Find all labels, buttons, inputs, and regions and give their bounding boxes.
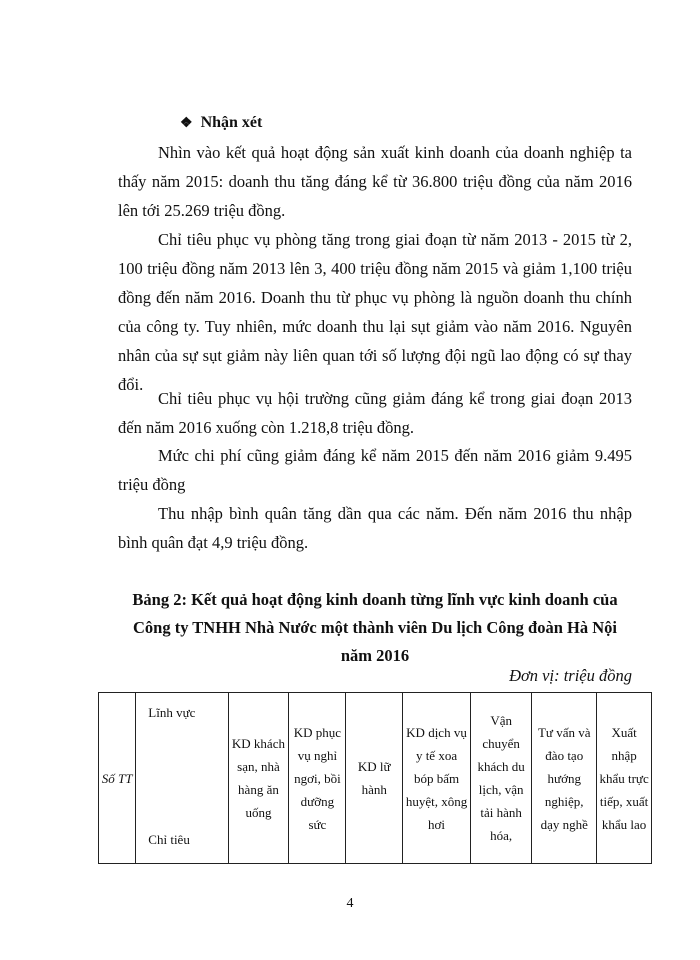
- unit-label: Đơn vị: triệu đồng: [509, 666, 632, 685]
- header-col-hotel-restaurant: KD khách sạn, nhà hàng ăn uống: [228, 693, 289, 864]
- header-col-import-export: Xuất nhập khẩu trực tiếp, xuất khẩu lao: [597, 693, 652, 864]
- section-heading: [180, 114, 262, 132]
- diamond-bullet-icon: ❖: [180, 116, 193, 131]
- header-col-health-massage: KD dịch vụ y tế xoa bóp bấm huyệt, xông hơi: [402, 693, 470, 864]
- header-chi-tieu: Chỉ tiêu: [148, 832, 190, 847]
- caption-line-2: Công ty TNHH Nhà Nước một thành viên Du lịch Công đoàn Hà Nội: [132, 618, 617, 637]
- paragraph-1: Nhìn vào kết quả hoạt động sản xuất kinh doanh của doanh nghiệp ta thấy năm 2015: doanh thu tăng đáng kể từ 36.800 triệu đồng của năm 2016 lên tới 25.269 triệu đồng.: [118, 143, 632, 220]
- section-heading-text: Nhận xét: [200, 114, 263, 131]
- paragraph-4: Mức chi phí cũng giảm đáng kể năm 2015 đến năm 2016 giảm 9.495 triệu đồng: [118, 446, 632, 494]
- table-header-row: [99, 693, 652, 864]
- caption-line-1: Bảng 2: Kết quả hoạt động kinh doanh từng lĩnh vực kinh doanh của: [132, 590, 618, 609]
- header-col-vocational-training: Tư vấn và đào tạo hướng nghiệp, dạy nghề: [532, 693, 597, 864]
- header-linh-vuc: Lĩnh vực: [148, 705, 196, 720]
- header-col-rest-services: KD phục vụ nghỉ ngơi, bồi dưỡng sức: [289, 693, 346, 864]
- paragraph-3: Chỉ tiêu phục vụ hội trường cũng giảm đáng kể trong giai đoạn 2013 đến năm 2016 xuống còn 1.218,8 triệu đồng.: [118, 389, 632, 437]
- table-caption: [118, 586, 632, 670]
- header-col-travel: KD lữ hành: [346, 693, 403, 864]
- paragraph-2: Chỉ tiêu phục vụ phòng tăng trong giai đoạn từ năm 2013 - 2015 từ 2, 100 triệu đồng năm 2013 lên 3, 400 triệu đồng năm 2015 và giảm 1,100 triệu đồng đến năm 2016. Doanh thu từ phục vụ phòng là nguồn doanh thu chính của công ty. Tuy nhiên, mức doanh thu lại sụt giảm vào năm 2016. Nguyên nhân của sự sụt giảm này liên quan tới số lượng đội ngũ lao động có sự thay đổi.: [118, 230, 632, 394]
- business-results-table: [98, 692, 652, 864]
- page-number: 4: [346, 896, 354, 911]
- caption-line-3: năm 2016: [340, 646, 410, 665]
- header-stt: Số TT: [99, 693, 136, 864]
- header-diagonal-cell: [136, 693, 228, 864]
- header-col-transport: Vận chuyển khách du lịch, vận tải hành hóa,: [471, 693, 532, 864]
- paragraph-5: Thu nhập bình quân tăng dần qua các năm. Đến năm 2016 thu nhập bình quân đạt 4,9 triệu đồng.: [118, 504, 632, 552]
